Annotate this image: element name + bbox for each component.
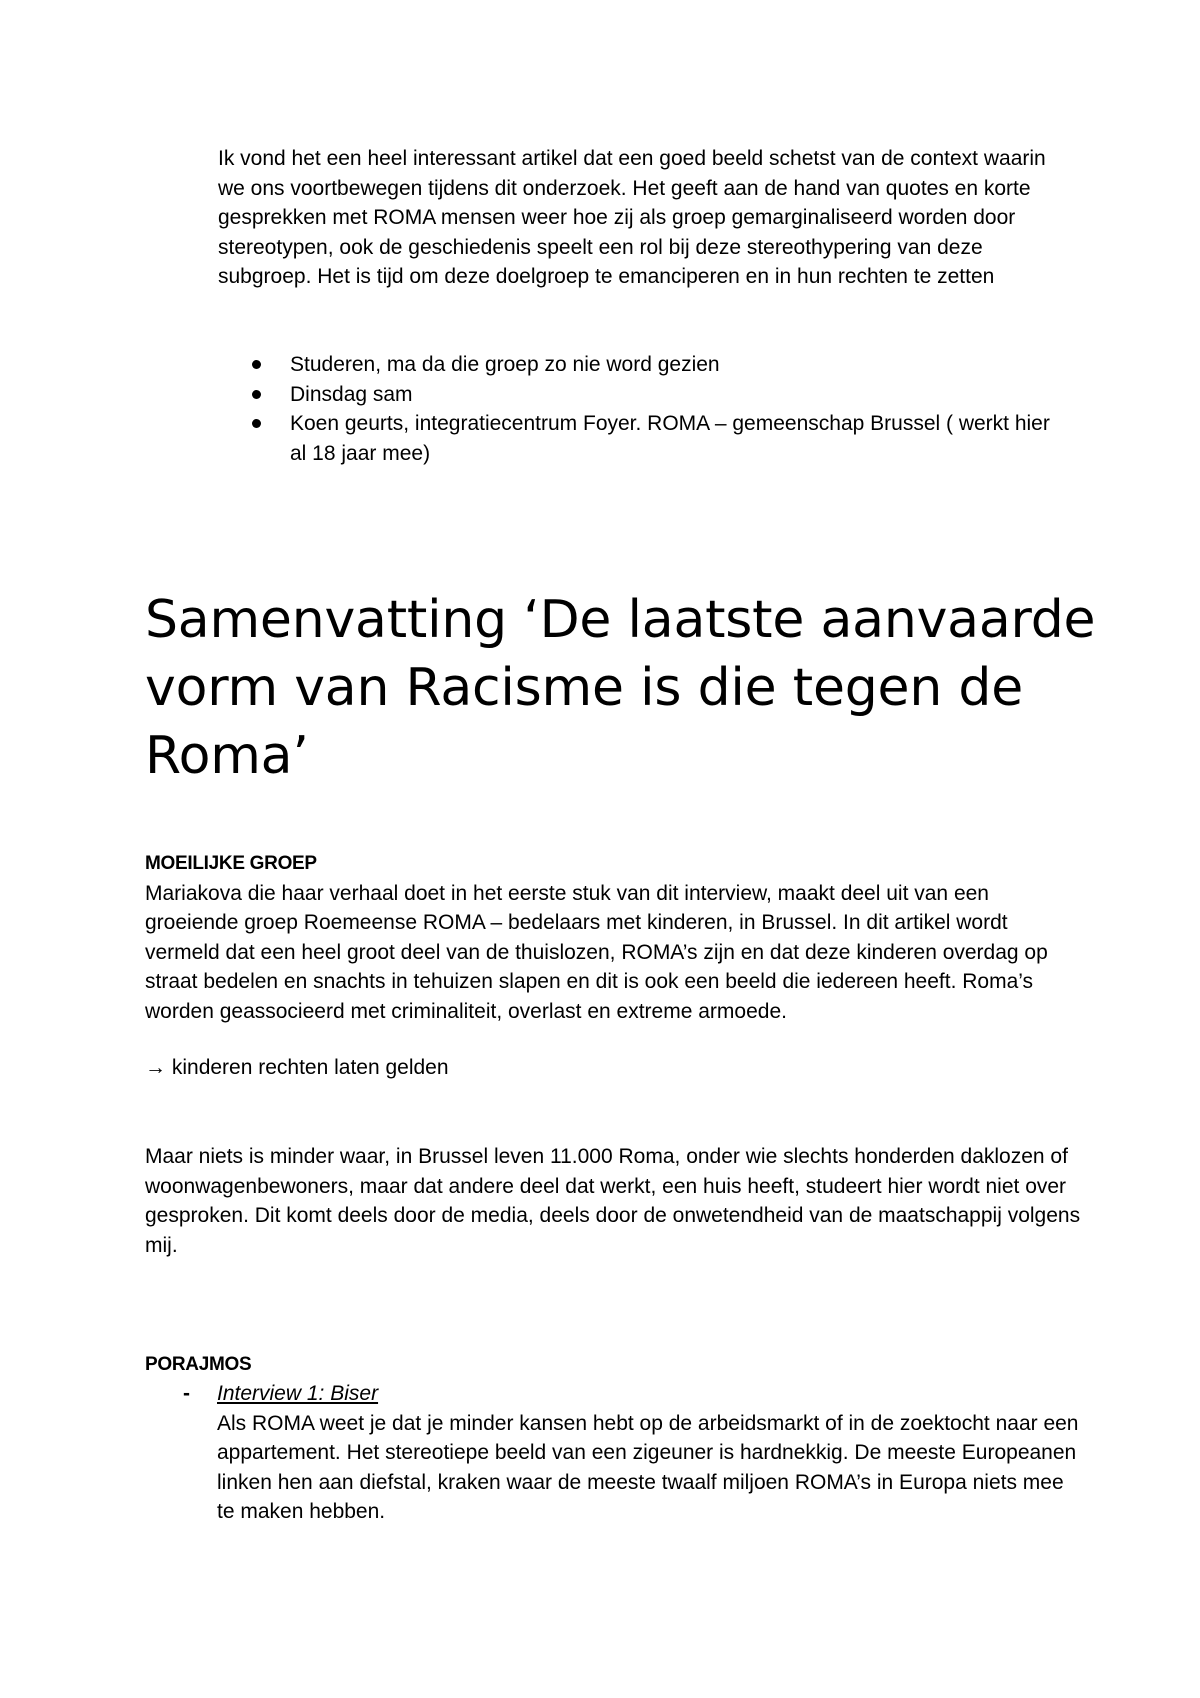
dash-bullet-icon: - (183, 1382, 190, 1405)
bullet-text: Studeren, ma da die groep zo nie word gezien (290, 353, 720, 376)
section-porajmos (145, 1350, 1085, 1380)
section-maar-niets (145, 1142, 1085, 1260)
bullet-text: Koen geurts, integratiecentrum Foyer. ROMA – gemeenschap Brussel ( werkt hier al 18 jaar mee) (290, 412, 1050, 465)
arrow-right-icon: → (145, 1056, 166, 1079)
section-heading: MOEILIJKE GROEP (145, 853, 317, 874)
section-heading: PORAJMOS (145, 1354, 252, 1375)
interview-title: Interview 1: Biser (217, 1382, 379, 1405)
list-item (218, 409, 1058, 468)
arrow-note-text: kinderen rechten laten gelden (171, 1056, 449, 1079)
arrow-note (145, 1053, 1045, 1083)
bullet-icon (252, 419, 261, 428)
interview-text: Als ROMA weet je dat je minder kansen hebt op de arbeidsmarkt of in de zoektocht naar een appartement. Het stereotiepe beeld van een zigeuner is hardnekkig. De meeste Europeanen linken hen aan diefstal, kraken waar de meeste twaalf miljoen ROMA’s in Europa niets mee te maken hebben. (217, 1411, 1079, 1523)
list-item (145, 1379, 1085, 1527)
bullet-icon (252, 390, 261, 399)
section-paragraph: Maar niets is minder waar, in Brussel leven 11.000 Roma, onder wie slechts honderden daklozen of woonwagenbewoners, maar dat andere deel dat werkt, een huis heeft, studeert hier wordt niet over gesproken. Dit komt deels door de media, deels door de onwetendheid van de maatschappij volgens mij. (145, 1145, 1081, 1257)
bullet-text: Dinsdag sam (290, 382, 413, 406)
page-title: Samenvatting ‘De laatste aanvaarde vorm van Racisme is die tegen de Roma’ (145, 590, 1096, 786)
bullet-icon (252, 360, 261, 369)
section-paragraph: Mariakova die haar verhaal doet in het eerste stuk van dit interview, maakt deel uit van een groeiende groep Roemeense ROMA – bedelaars met kinderen, in Brussel. In dit artikel wordt vermeld dat een heel groot deel van de thuislozen, ROMA’s zijn en dat deze kinderen overdag op straat bedelen en snachts in tehuizen slapen en dit is ook een beeld die iedereen heeft. Roma’s worden geassocieerd met criminaliteit, overlast en extreme armoede. (145, 881, 1048, 1023)
section-moeilijke-groep (145, 849, 1085, 1026)
intro-paragraph: Ik vond het een heel interessant artikel dat een goed beeld schetst van de context waarin we ons voortbewegen tijdens dit onderzoek. Het geeft aan de hand van quotes en korte gesprekken met ROMA mensen weer hoe zij als groep gemarginaliseerd worden door stereotypen, ook de geschiedenis speelt een rol bij deze stereothypering van deze subgroep. Het is tijd om deze doelgroep te emanciperen en in hun rechten te zetten (218, 147, 1046, 288)
list-item (218, 350, 1058, 380)
list-item (218, 380, 1058, 410)
bullet-list (218, 350, 1058, 468)
interview-list (145, 1379, 1085, 1527)
